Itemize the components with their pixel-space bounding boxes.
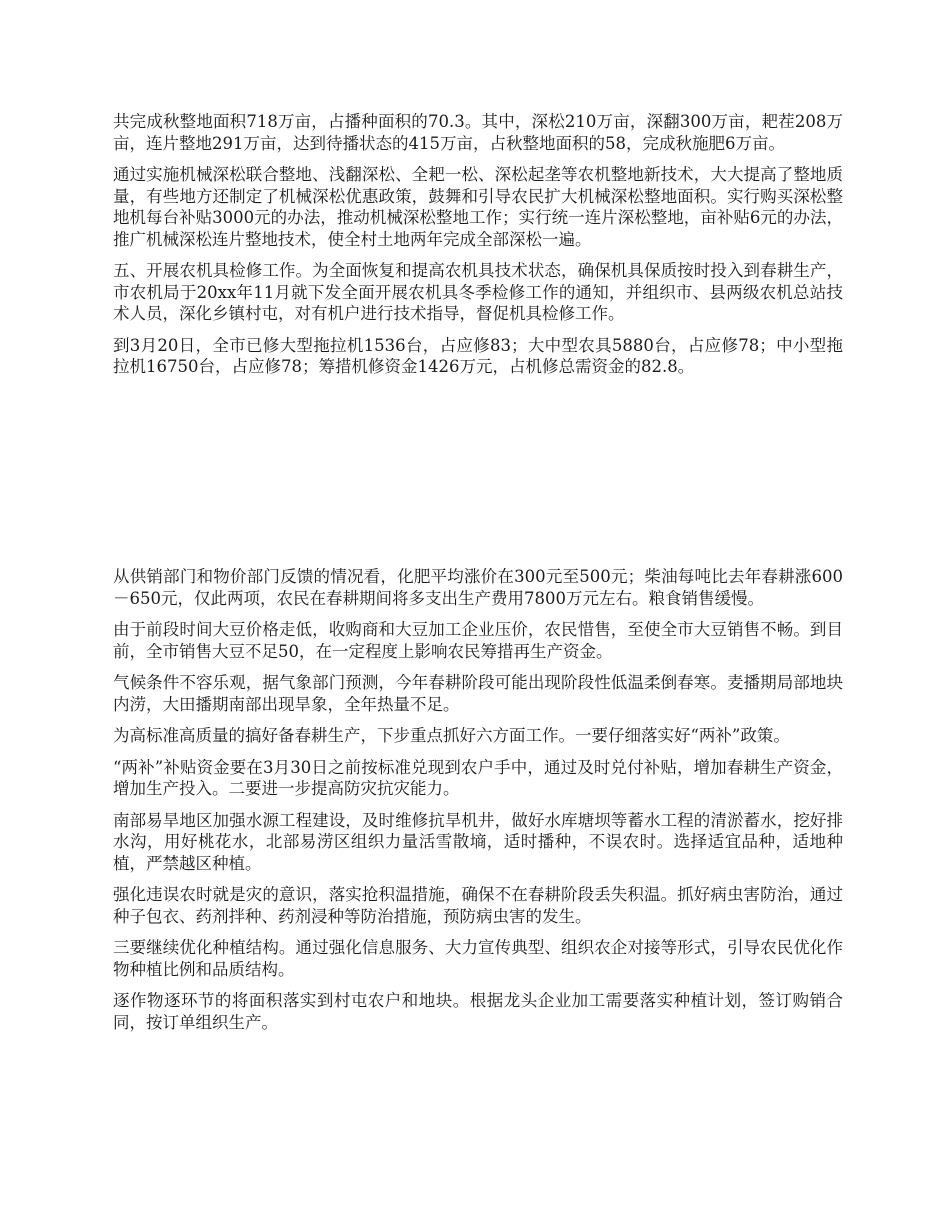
- paragraph-deep-loosening-technology: 通过实施机械深松联合整地、浅翻深松、全耙一松、深松起垄等农机整地新技术，大大提高了整地质量，有些地方还制定了机械深松优惠政策，鼓舞和引导农民扩大机械深松整地面积。实行购买深松整地机每台补贴3000元的办法，推动机械深松整地工作；实行统一连片深松整地，亩补贴6元的办法，推广机械深松连片整地技术，使全村土地两年完成全部深松一遍。: [113, 165, 843, 249]
- paragraph-climate-conditions: 气候条件不容乐观，据气象部门预测，今年春耕阶段可能出现阶段性低温柔倒春寒。麦播期局部地块内涝，大田播期南部出现旱象，全年热量不足。: [113, 673, 843, 714]
- paragraph-order-production: 逐作物逐环节的将面积落实到村屯农户和地块。根据龙头企业加工需要落实种植计划，签订购销合同，按订单组织生产。: [113, 991, 843, 1032]
- document-section-lower: [113, 566, 843, 1043]
- paragraph-subsidy-funds: “两补”补贴资金要在3月30日之前按标准兑现到农户手中，通过及时兑付补贴，增加春耕生产资金，增加生产投入。二要进一步提高防灾抗灾能力。: [113, 757, 843, 798]
- paragraph-planting-structure: 三要继续优化种植结构。通过强化信息服务、大力宣传典型、组织农企对接等形式，引导农民优化作物种植比例和品质结构。: [113, 938, 843, 979]
- document-section-upper: [113, 111, 843, 388]
- paragraph-pest-control: 强化违误农时就是灾的意识，落实抢积温措施，确保不在春耕阶段丢失积温。抓好病虫害防治，通过种子包衣、药剂拌种、药剂浸种等防治措施，预防病虫害的发生。: [113, 885, 843, 926]
- paragraph-drought-flood-prevention: 南部易旱地区加强水源工程建设，及时维修抗旱机井，做好水库塘坝等蓄水工程的清淤蓄水，挖好排水沟，用好桃花水，北部易涝区组织力量活雪散墒，适时播种，不误农时。选择适宜品种，适地种植，严禁越区种植。: [113, 810, 843, 873]
- paragraph-machinery-overhaul: 五、开展农机具检修工作。为全面恢复和提高农机具技术状态，确保机具保质按时投入到春耕生产，市农机局于20xx年11月就下发全面开展农机具冬季检修工作的通知，并组织市、县两级农机总站技术人员，深化乡镇村屯，对有机户进行技术指导，督促机具检修工作。: [113, 261, 843, 323]
- paragraph-fertilizer-prices: 从供销部门和物价部门反馈的情况看，化肥平均涨价在300元至500元；柴油每吨比去年春耕涨600－650元，仅此两项，农民在春耕期间将多支出生产费用7800万元左右。粮食销售缓慢。: [113, 567, 843, 608]
- paragraph-autumn-tillage-area: 共完成秋整地面积718万亩，占播种面积的70.3。其中，深松210万亩，深翻300万亩，耙茬208万亩，连片整地291万亩，达到待播状态的415万亩，占秋整地面积的58，完成秋施肥6万亩。: [113, 112, 843, 153]
- paragraph-overhaul-statistics: 到3月20日，全市已修大型拖拉机1536台，占应修83；大中型农具5880台，占应修78；中小型拖拉机16750台，占应修78；筹措机修资金1426万元，占机修总需资金的82.8。: [113, 335, 843, 376]
- paragraph-subsidy-policy: 为高标准高质量的搞好备春耕生产，下步重点抓好六方面工作。一要仔细落实好“两补”政策。: [113, 726, 790, 745]
- paragraph-soybean-sales: 由于前段时间大豆价格走低，收购商和大豆加工企业压价，农民惜售，至使全市大豆销售不畅。到目前，全市销售大豆不足50，在一定程度上影响农民筹措再生产资金。: [113, 620, 843, 661]
